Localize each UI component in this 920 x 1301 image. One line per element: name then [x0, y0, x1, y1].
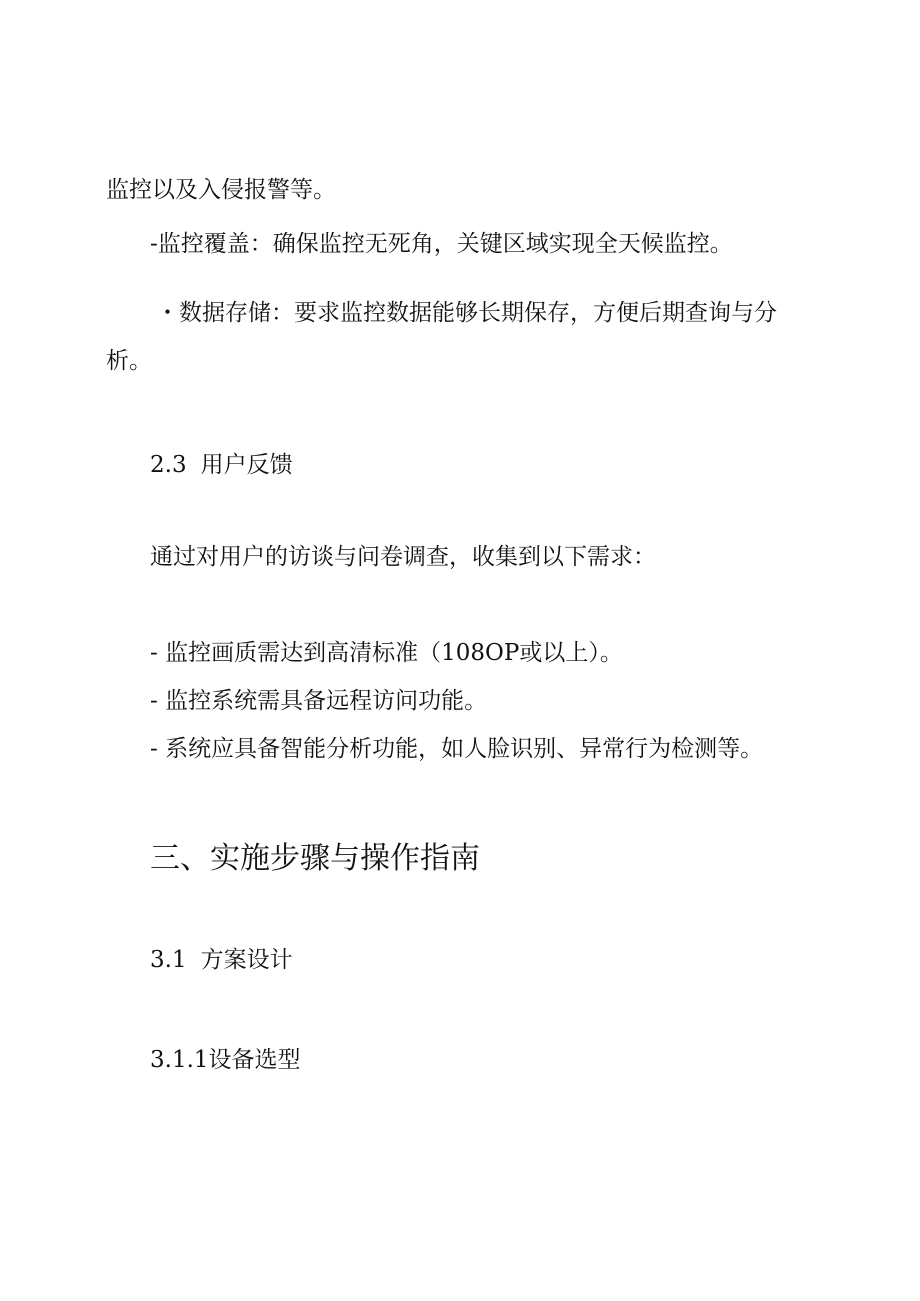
- section-title: 方案设计: [200, 947, 293, 973]
- section-number: 3.1: [150, 947, 187, 973]
- section-heading-3-1: [150, 945, 293, 975]
- requirement-item: - 系统应具备智能分析功能，如人脸识别、异常行为检测等。: [150, 736, 764, 762]
- list-item-data-storage: ・数据存储：要求监控数据能够长期保存，方便后期查询与分: [156, 300, 777, 326]
- subsection-heading-3-1-1: 3.1.1设备选型: [150, 1047, 301, 1073]
- requirement-item: - 监控画质需达到高清标准（108OP或以上）。: [150, 640, 623, 666]
- section-heading-2-3: [150, 450, 293, 480]
- paragraph-line: 监控以及入侵报警等。: [106, 177, 336, 203]
- section-title: 用户反馈: [200, 452, 293, 478]
- list-item-monitor-coverage: -监控覆盖：确保监控无死角，关键区域实现全天候监控。: [150, 231, 733, 257]
- chapter-heading: 三、实施步骤与操作指南: [150, 841, 480, 876]
- section-number: 2.3: [150, 452, 187, 478]
- paragraph-line: 通过对用户的访谈与问卷调查，收集到以下需求：: [150, 544, 656, 570]
- paragraph-line: 析。: [106, 348, 152, 374]
- requirement-item: - 监控系统需具备远程访问功能。: [150, 688, 488, 714]
